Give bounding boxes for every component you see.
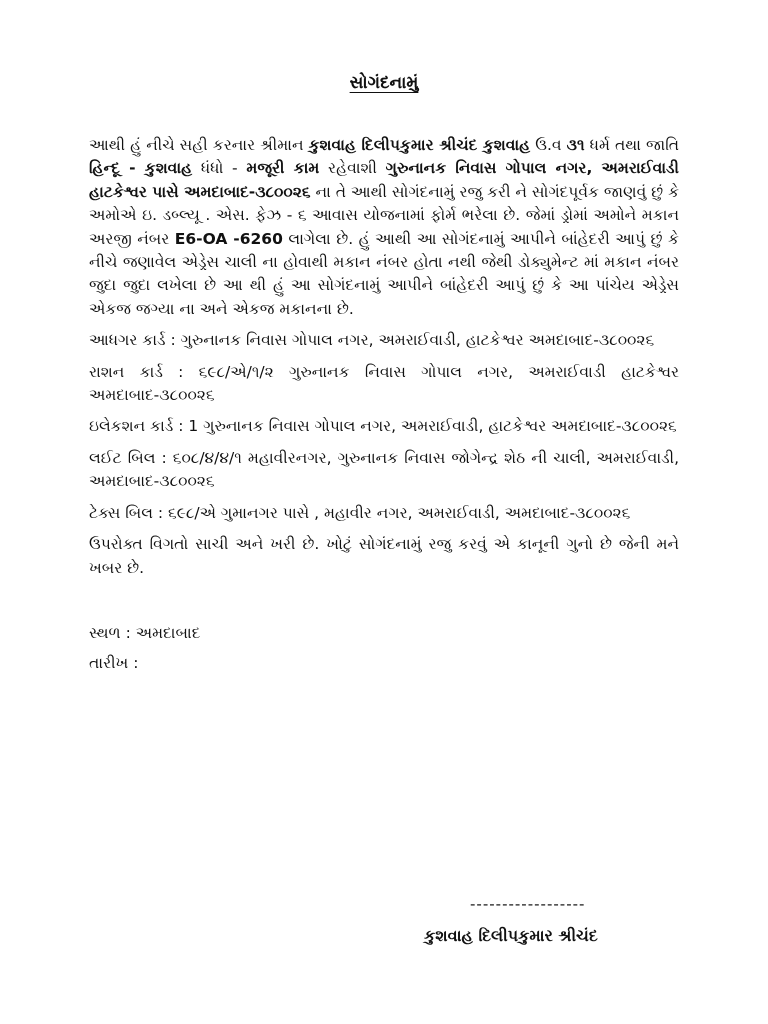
intro-text-5: રહેવાશી	[319, 159, 386, 178]
date-line: તારીખ :	[89, 653, 139, 672]
deponent-occupation: મજૂરી કામ	[246, 159, 320, 178]
address-aadhaar: આધગર કાર્ડ : ગુરુનાનક નિવાસ ગોપાલ નગર, અમરાઈવાડી, હાટકેશ્વર અમદાબાદ-૩૮૦૦૨૬	[89, 331, 655, 350]
intro-text-2: ઉ.વ	[530, 136, 567, 154]
declaration-text: ઉપરોક્ત વિગતો સાચી અને ખરી છે. ખોટું સોગંદનામું રજુ કરવું એ કાનૂની ગુનો છે જેની મને ખબર છે.	[89, 535, 679, 577]
document-body	[89, 134, 679, 678]
intro-paragraph	[89, 134, 679, 321]
intro-text-6: ના તે આથી સોગંદનામું રજુ કરી ને સોગંદપૂર્વક જાણવું છું કે અમોએ ઇ. ડબ્લ્યૂ . એસ. ફેઝ - ૬ આવાસ યોજનામાં ફોર્મ ભરેલા છે. જેમાં ડ્રોમાં અમોને મકાન અરજી નંબર	[89, 182, 680, 248]
signatory-name: કુશવાહ દિલીપકુમાર શ્રીચંદ	[424, 926, 598, 945]
intro-text-3: ધર્મ તથા જાતિ	[584, 136, 679, 154]
intro-text-1: આથી હું નીચે સહી કરનાર શ્રીમાન	[89, 136, 309, 154]
signature-line: ------------------	[470, 895, 586, 913]
deponent-age: ૩૧	[566, 136, 585, 154]
document-title: સોગંદનામું	[349, 73, 419, 93]
deponent-name: કુશવાહ દિલીપકુમાર શ્રીચંદ કુશવાહ	[308, 136, 531, 154]
address-election-card: ઇલેકશન કાર્ડ : 1 ગુરુનાનક નિવાસ ગોપાલ નગર, અમરાઈવાડી, હાટકેશ્વર અમદાબાદ-૩૮૦૦૨૬	[89, 417, 677, 436]
address-ration-card: રાશન કાર્ડ : ૬૯૮/એ/૧/૨ ગુરુનાનક નિવાસ ગોપાલ નગર, અમરાઈવાડી હાટકેશ્વર અમદાબાદ-૩૮૦૦૨૬	[89, 362, 679, 405]
address-light-bill: લઈટ બિલ : ૬૦૮/૪/૪/૧ મહાવીરનગર, ગુરુનાનક નિવાસ જોગેન્દ્ર શેઠ ની ચાલી, અમરાઈવાડી, અમદાબાદ-૩૮૦૦૨૬	[89, 448, 679, 491]
intro-text-7: લાગેલા છે. હું આથી આ સોગંદનામું આપીને બાંહેદરી આપું છું કે નીચે જણાવેલ એડ્રેસ ચાલી ના હોવાથી મકાન નંબર હોતા નથી જેથી ડોક્યુમેન્ટ માં મકાન નંબર જુદા જુદા લખેલા છે આ થી હું આ સોગંદનામું આપીને બાંહેદરી આપું છું કે આ પાંચેય એડ્રેસ એકજ જગ્યા ના અને એકજ મકાનના છે.	[89, 229, 679, 318]
address-tax-bill: ટેક્સ બિલ : ૬૯૮/એ ગુમાનગર પાસે , મહાવીર નગર, અમરાઈવાડી, અમદાબાદ-૩૮૦૦૨૬	[89, 503, 631, 522]
application-number: E6-OA -6260	[174, 229, 283, 248]
place-line: સ્થળ : અમદાબાદ	[89, 623, 201, 642]
deponent-address: ગુરુનાનક નિવાસ ગોપાલ નગર, અમરાઈવાડી હાટકેશ્વર પાસે અમદાબાદ-૩૮૦૦૨૬	[89, 159, 679, 201]
intro-text-4: ધંધો -	[192, 159, 247, 178]
deponent-religion: હિન્દૂ - કુશવાહ	[89, 159, 193, 178]
